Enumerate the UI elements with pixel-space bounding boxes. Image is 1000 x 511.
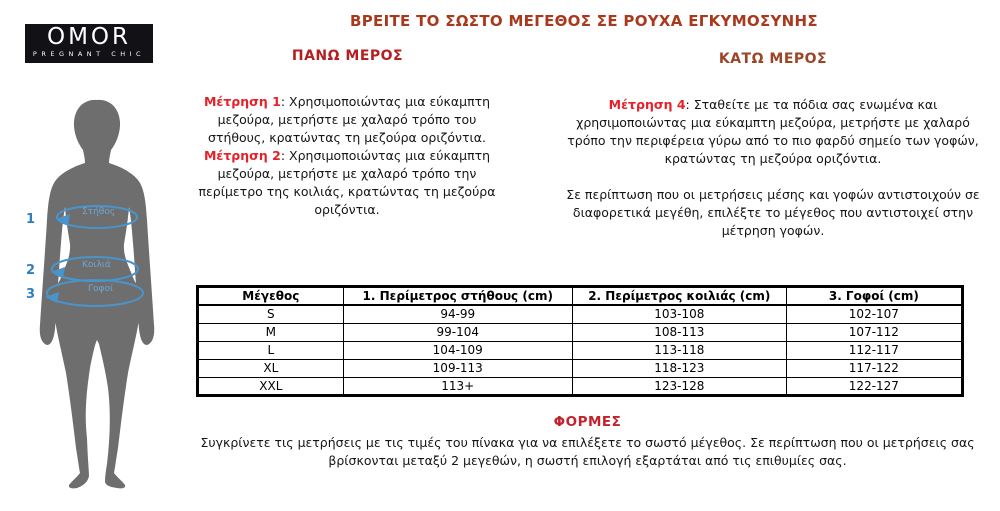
- measure-2-label: Μέτρηση 2: [203, 148, 281, 163]
- table-row: [198, 323, 962, 341]
- page-title: ΒΡΕΙΤΕ ΤΟ ΣΩΣΤΟ ΜΕΓΕΘΟΣ ΣΕ ΡΟΥΧΑ ΕΓΚΥΜΟΣΥΝΗΣ: [350, 12, 818, 30]
- tape-chest-label: Στήθος: [82, 207, 116, 217]
- cell-size: M: [198, 323, 343, 341]
- size-table-header-row: [198, 287, 962, 305]
- cell-chest: 99-104: [343, 323, 572, 341]
- cell-size: S: [198, 305, 343, 323]
- cell-belly: 123-128: [572, 377, 786, 395]
- section-heading-bottom: ΚΑΤΩ ΜΕΡΟΣ: [718, 51, 828, 67]
- cell-hips: 102-107: [786, 305, 962, 323]
- measure-4-paragraph: [556, 96, 990, 168]
- cell-chest: 113+: [343, 377, 572, 395]
- cell-size: XL: [198, 359, 343, 377]
- cell-hips: 107-112: [786, 323, 962, 341]
- cell-hips: 122-127: [786, 377, 962, 395]
- cell-belly: 103-108: [572, 305, 786, 323]
- instructions-top: [188, 93, 506, 219]
- body-measurement-figure: [0, 88, 190, 510]
- header-size: Μέγεθος: [198, 287, 343, 305]
- tape-hips-label: Γοφοί: [88, 284, 114, 294]
- header-belly: 2. Περίμετρος κοιλιάς (cm): [572, 287, 786, 305]
- cell-size: XXL: [198, 377, 343, 395]
- tape-belly-number: 2: [26, 263, 36, 278]
- cell-chest: 109-113: [343, 359, 572, 377]
- measure-4-label: Μέτρηση 4: [608, 97, 686, 112]
- measure-2-text: : Χρησιμοποιώντας μια εύκαμπτη μεζούρα, μετρήστε με χαλαρό τρόπο την περίμετρο της κοιλιάς, κρατώντας τη μεζούρα οριζόντια.: [198, 148, 496, 217]
- cell-chest: 94-99: [343, 305, 572, 323]
- table-row: [198, 377, 962, 395]
- tape-chest-number: 1: [26, 212, 36, 227]
- tape-hips-number: 3: [26, 287, 36, 302]
- section-heading-top: ΠΑΝΩ ΜΕΡΟΣ: [291, 48, 404, 64]
- header-hips: 3. Γοφοί (cm): [786, 287, 962, 305]
- cell-hips: 112-117: [786, 341, 962, 359]
- header-chest: 1. Περίμετρος στήθους (cm): [343, 287, 572, 305]
- table-row: [198, 341, 962, 359]
- cell-belly: 108-113: [572, 323, 786, 341]
- cell-chest: 104-109: [343, 341, 572, 359]
- measure-4-text: : Σταθείτε με τα πόδια σας ενωμένα και χρησιμοποιώντας μια εύκαμπτη μεζούρα, μετρήστε με χαλαρό τρόπο την περιφέρεια γύρω από το πιο φαρδύ σημείο των γοφών, κρατώντας τη μεζούρα οριζόντια.: [567, 97, 979, 166]
- measure-1-label: Μέτρηση 1: [203, 94, 281, 109]
- instructions-bottom: [556, 96, 990, 240]
- table-row: [198, 359, 962, 377]
- measure-1-text: : Χρησιμοποιώντας μια εύκαμπτη μεζούρα, μετρήστε με χαλαρό τρόπο του στήθους, κρατώντας τη μεζούρα οριζόντια.: [208, 94, 491, 145]
- size-table: [197, 286, 963, 396]
- footer-heading: ΦΟΡΜΕΣ: [553, 414, 622, 430]
- tape-belly-label: Κοιλιά: [82, 260, 111, 270]
- hips-note: Σε περίπτωση που οι μετρήσεις μέσης και γοφών αντιστοιχούν σε διαφορετικά μεγέθη, επιλέξτε το μέγεθος που αντιστοιχεί στην μέτρηση γοφών.: [566, 187, 980, 238]
- cell-belly: 118-123: [572, 359, 786, 377]
- silhouette-graphic: [0, 88, 190, 510]
- brand-name: OMOR: [46, 24, 132, 50]
- brand-tagline: PREGNANT CHIC: [32, 50, 146, 58]
- table-row: [198, 305, 962, 323]
- footer-text: Συγκρίνετε τις μετρήσεις με τις τιμές του πίνακα για να επιλέξετε το σωστό μέγεθος. Σε περίπτωση που οι μετρήσεις σας βρίσκονται μεταξύ 2 μεγεθών, η σωστή επιλογή εξαρτάται από τις επιθυμίες σας.: [200, 435, 975, 468]
- cell-belly: 113-118: [572, 341, 786, 359]
- cell-size: L: [198, 341, 343, 359]
- brand-logo: [25, 24, 153, 63]
- cell-hips: 117-122: [786, 359, 962, 377]
